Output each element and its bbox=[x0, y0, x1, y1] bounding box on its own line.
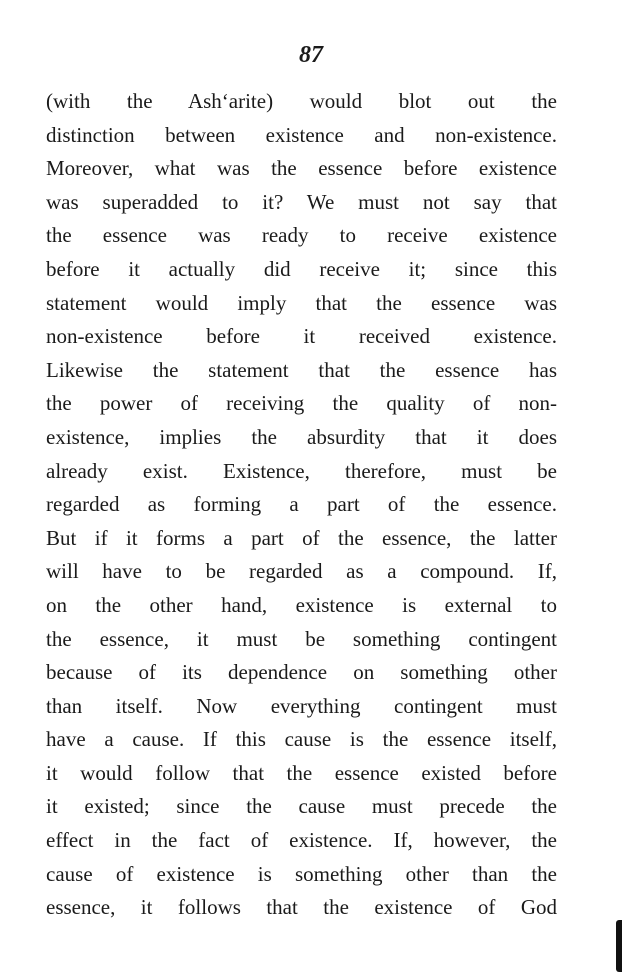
page-edge-mark bbox=[616, 920, 622, 972]
text-line: it existed; since the cause must precede the bbox=[46, 794, 557, 819]
text-line: non-existence before it received existence. bbox=[46, 324, 557, 349]
text-line: than itself. Now everything contingent must bbox=[46, 693, 557, 718]
text-line: effect in the fact of existence. If, however, the bbox=[46, 828, 557, 853]
text-line: Likewise the statement that the essence has bbox=[46, 357, 557, 382]
text-line: already exist. Existence, therefore, must be bbox=[46, 458, 557, 483]
page-number: 87 bbox=[299, 42, 323, 68]
text-line: (with the Ash‘arite) would blot out the bbox=[46, 89, 557, 113]
text-line: existence, implies the absurdity that it does bbox=[46, 424, 557, 449]
body-text bbox=[46, 85, 557, 925]
text-line: the power of receiving the quality of non- bbox=[46, 391, 557, 416]
text-line: before it actually did receive it; since this bbox=[46, 256, 557, 281]
text-line: Moreover, what was the essence before existence bbox=[46, 156, 557, 181]
text-line: will have to be regarded as a compound. If, bbox=[46, 559, 557, 584]
text-line: But if it forms a part of the essence, the latter bbox=[46, 525, 557, 550]
text-line: because of its dependence on something other bbox=[46, 660, 557, 685]
text-line: the essence, it must be something contingent bbox=[46, 626, 557, 651]
text-line: statement would imply that the essence was bbox=[46, 290, 557, 315]
text-line: the essence was ready to receive existence bbox=[46, 223, 557, 248]
text-line: have a cause. If this cause is the essence itself, bbox=[46, 727, 557, 752]
text-line: regarded as forming a part of the essence. bbox=[46, 492, 557, 517]
text-line: on the other hand, existence is external to bbox=[46, 592, 557, 617]
text-line: was superadded to it? We must not say that bbox=[46, 189, 557, 214]
text-line: cause of existence is something other than the bbox=[46, 861, 557, 886]
text-line: distinction between existence and non-existence. bbox=[46, 122, 557, 147]
text-line: it would follow that the essence existed before bbox=[46, 760, 557, 785]
text-line: essence, it follows that the existence of God bbox=[46, 895, 557, 920]
